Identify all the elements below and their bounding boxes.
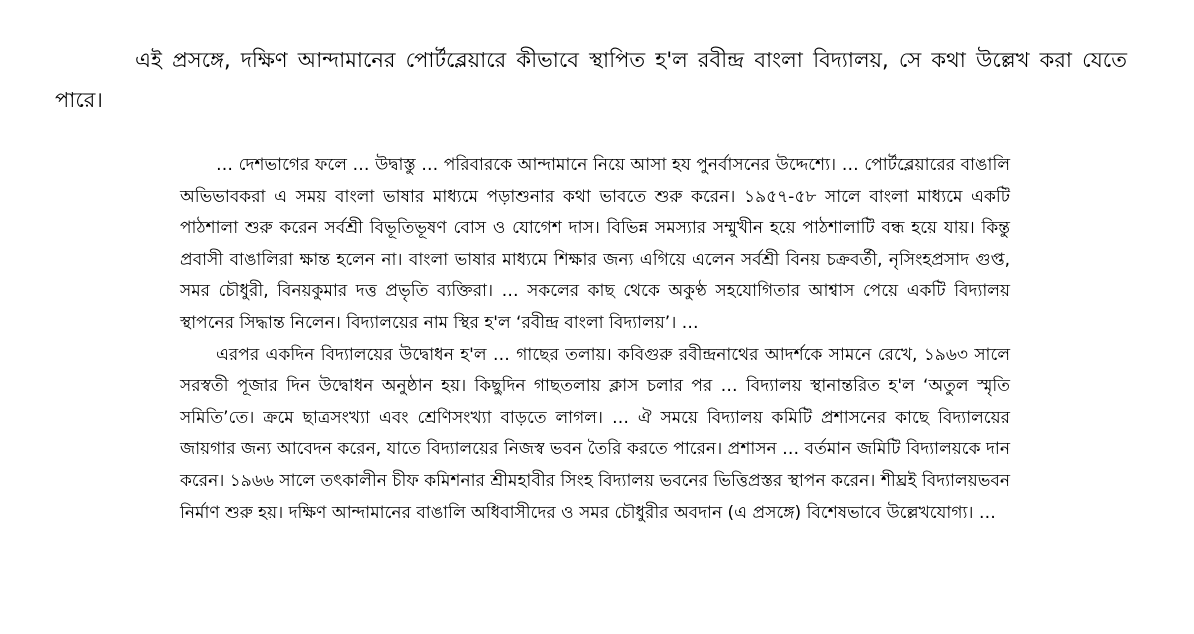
quote-paragraph-1: … দেশভাগের ফলে … উদ্বাস্তু … পরিবারকে আন্দামানে নিয়ে আসা হয পুনর্বাসনের উদ্দেশ্যে। … পোর্টব্লেয়ারের বাঙালি অভিভাবকরা এ সময় বাংলা ভাষার মাধ্যমে পড়াশুনার কথা ভাবতে শুরু করেন। ১৯৫৭-৫৮ সালে বাংলা মাধ্যমে একটি পাঠশালা শুরু করেন সর্বশ্রী বিভূতিভূষণ বোস ও যোগেশ দাস। বিভিন্ন সমস্যার সম্মুখীন হয়ে পাঠশালাটি বন্ধ হয়ে যায়। কিন্তু প্রবাসী বাঙালিরা ক্ষান্ত হলেন না। বাংলা ভাষার মাধ্যমে শিক্ষার জন্য এগিয়ে এলেন সর্বশ্রী বিনয় চক্রবর্তী, নৃসিংহপ্রসাদ গুপ্ত, সমর চৌধুরী, বিনয়কুমার দত্ত প্রভৃতি ব্যক্তিরা। … সকলের কাছ থেকে অকুণ্ঠ সহযোগিতার আশ্বাস পেয়ে একটি বিদ্যালয় স্থাপনের সিদ্ধান্ত নিলেন। বিদ্যালয়ের নাম স্থির হ'ল ‘রবীন্দ্র বাংলা বিদ্যালয়’। … bbox=[180, 155, 1010, 333]
quote-paragraph-2: এরপর একদিন বিদ্যালয়ের উদ্বোধন হ'ল … গাছের তলায়। কবিগুরু রবীন্দ্রনাথের আদর্শকে সামনে রেখে, ১৯৬৩ সালে সরস্বতী পূজার দিন উদ্বোধন অনুষ্ঠান হয়। কিছুদিন গাছতলায় ক্লাস চলার পর … বিদ্যালয় স্থানান্তরিত হ'ল ‘অতুল স্মৃতি সমিতি’তে। ক্রমে ছাত্রসংখ্যা এবং শ্রেণিসংখ্যা বাড়তে লাগল। … ঐ সময়ে বিদ্যালয় কমিটি প্রশাসনের কাছে বিদ্যালয়ের জায়গার জন্য আবেদন করেন, যাতে বিদ্যালয়ের নিজস্ব ভবন তৈরি করতে পারেন। প্রশাসন … বর্তমান জমিটি বিদ্যালয়কে দান করেন। ১৯৬৬ সালে তৎকালীন চীফ কমিশনার শ্রীমহাবীর সিংহ বিদ্যালয় ভবনের ভিত্তিপ্রস্তর স্থাপন করেন। শীঘ্রই বিদ্যালয়ভবন নির্মাণ শুরু হয়। দক্ষিণ আন্দামানের বাঙালি অধিবাসীদের ও সমর চৌধুরীর অবদান (এ প্রসঙ্গে) বিশেষভাবে উল্লেখযোগ্য। … bbox=[180, 344, 1010, 523]
block-quote bbox=[180, 150, 1010, 529]
intro-paragraph bbox=[55, 40, 1127, 120]
intro-text: এই প্রসঙ্গে, দক্ষিণ আন্দামানের পোর্টব্লেয়ারে কীভাবে স্থাপিত হ'ল রবীন্দ্র বাংলা বিদ্যালয়, সে কথা উল্লেখ করা যেতে পারে। bbox=[55, 48, 1127, 112]
